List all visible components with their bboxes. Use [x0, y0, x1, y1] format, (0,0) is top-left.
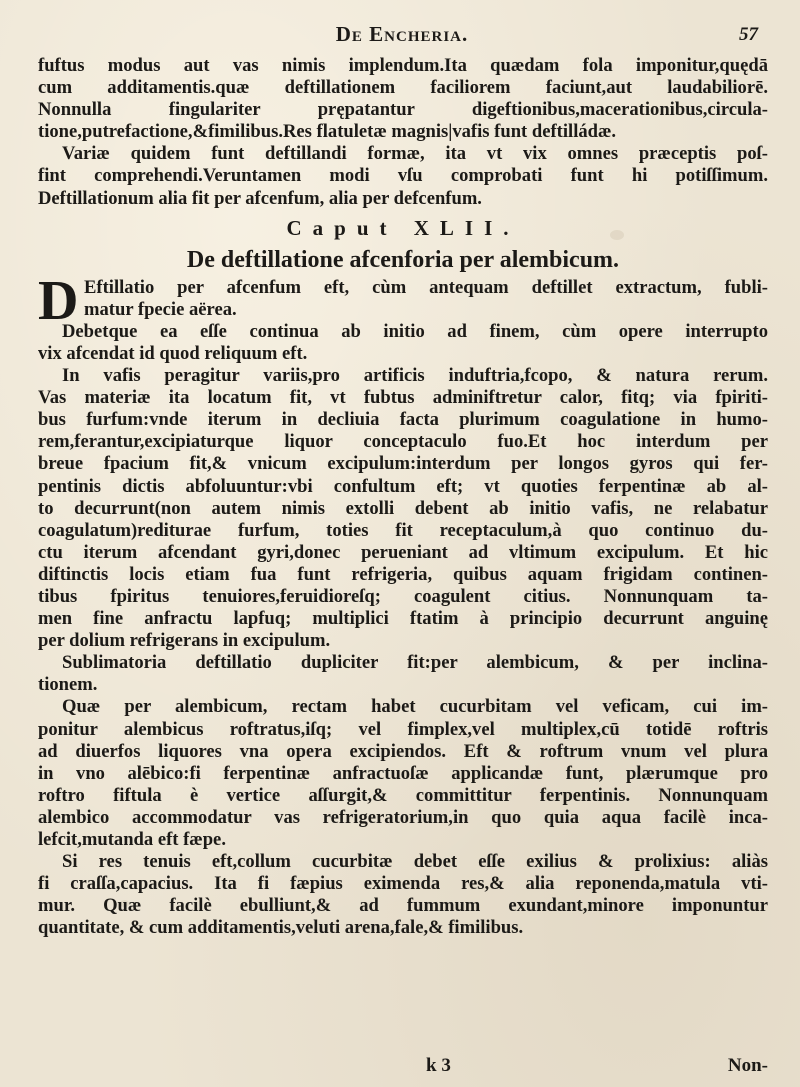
text-line: alembico accommodatur vas refrigeratorium,in quo quia aqua facilè inca-: [38, 806, 768, 828]
text-line: per dolium refrigerans in excipulum.: [38, 630, 331, 652]
text-line: roftro fiftula è vertice aſſurgit,& committitur ferpentinis. Nonnunquam: [38, 784, 768, 806]
text-line: ad diuerfos liquores vna opera excipiendos. Eft & roftrum vnum vel plura: [38, 740, 768, 762]
text-line: tione,putrefactione,&fimilibus.Res flatuletæ magnis|vafis funt deftilládæ.: [38, 121, 617, 143]
text-line: quantitate, & cum additamentis,veluti arena,fale,& fimilibus.: [38, 917, 524, 939]
chapter-title: De deftillatione afcenforia per alembicum.: [186, 246, 620, 273]
text-line: tibus fpiritus tenuiores,feruidioreſq; coagulent citius. Nonnunquam ta-: [38, 585, 768, 607]
chapter-body: [38, 321, 768, 940]
text-line: In vafis peragitur variis,pro artificis induftria,fcopo, & natura rerum.: [62, 365, 768, 387]
text-line: coagulatum)rediturae furfum, toties fit receptaculum,à quo continuo du-: [38, 519, 768, 541]
text-line: Quæ per alembicum, rectam habet cucurbitam vel veficam, cui im-: [62, 696, 768, 718]
text-line: Debetque ea eſſe continua ab initio ad finem, cùm opere interrupto: [62, 320, 768, 342]
text-line: bus furfum:vnde iterum in decliuia facta plurimum coagulatione in humo-: [38, 409, 768, 431]
text-line: Sublimatoria deftillatio dupliciter fit:per alembicum, & per inclina-: [62, 652, 768, 674]
running-title: De Encheria.: [335, 22, 469, 46]
text-line: diftinctis locis etiam fua funt refrigeria, quibus aquam frigidam continen-: [38, 563, 768, 585]
text-line: breue fpacium fit,& vnicum excipulum:interdum per longos gyros qui fer-: [38, 453, 768, 475]
chapter-heading: Caput XLII.: [286, 215, 520, 240]
text-line: Deftillationum alia fit per afcenfum, alia per defcenfum.: [38, 187, 482, 209]
text-line: men fine anfractu lapfuq; multiplici ftatim à principio decurrunt anguinę: [38, 608, 768, 630]
text-line: ctu iterum afcendant gyri,donec perueniant ad vltimum excipulum. Et hic: [38, 541, 768, 563]
text-line: mur. Quæ facilè ebulliunt,& ad fummum exundant,minore imponuntur: [38, 895, 768, 917]
signature-mark: k 3: [426, 1055, 451, 1076]
text-line: in vno alēbico:fi ferpentinæ anfractuoſæ applicandæ funt, plærumque pro: [38, 762, 768, 784]
text-line: Variæ quidem funt deftillandi formæ, ita vt vix omnes præceptis poſ-: [62, 143, 768, 165]
text-line: fuftus modus aut vas nimis implendum.Ita quædam fola imponitur,quędā: [38, 55, 768, 76]
text-line: Si res tenuis eft,collum cucurbitæ debet eſſe exilius & prolixius: aliàs: [62, 851, 768, 873]
text-line: Nonnulla fingulariter prępatantur digeftionibus,macerationibus,circula-: [38, 99, 768, 121]
text-line: pentinis dictis abfoluuntur:vbi confultum eft; vt quoties ferpentinæ ab al-: [38, 475, 768, 497]
text-block: [38, 55, 768, 939]
text-line: lefcit,mutanda eft fæpe.: [38, 829, 226, 850]
text-line: vix afcendat id quod reliquum eft.: [38, 342, 308, 364]
text-line: rem,ferantur,excipiaturque liquor conceptaculo fuo.Et hoc interdum per: [38, 431, 768, 453]
text-line: cum additamentis.quæ deftillationem faciliorem faciunt,aut laudabiliorē.: [38, 77, 768, 99]
catchword: Non-: [727, 1055, 768, 1076]
text-line: tionem.: [38, 674, 98, 696]
text-line: to decurrunt(non autem nimis extolli debent ab initio vafis, ne relabatur: [38, 497, 768, 519]
text-line: matur fpecie aërea.: [84, 298, 237, 320]
text-line: fi craſſa,capacius. Ita fi fæpius eximenda res,& alia reponenda,matula vti-: [38, 873, 768, 895]
drop-cap: D: [38, 269, 79, 332]
text-line: fint comprehendi.Veruntamen modi vſu comprobati funt hi potiſſimum.: [38, 165, 768, 187]
page-footer: [38, 1055, 768, 1081]
text-line: ponitur alembicus roftratus,iſq; vel fimplex,vel multiplex,cū totidē roftris: [38, 718, 768, 740]
text-line: Eftillatio per afcenfum eft, cùm antequam deftillet extractum, fubli-: [84, 276, 768, 298]
intro-paragraph: [38, 55, 768, 210]
running-header: [0, 22, 800, 52]
page-number: 57: [739, 24, 758, 45]
text-line: Vas materiæ ita locatum fit, vt fubtus adminiftretur calor, fitq; via fpiriti-: [38, 387, 768, 409]
